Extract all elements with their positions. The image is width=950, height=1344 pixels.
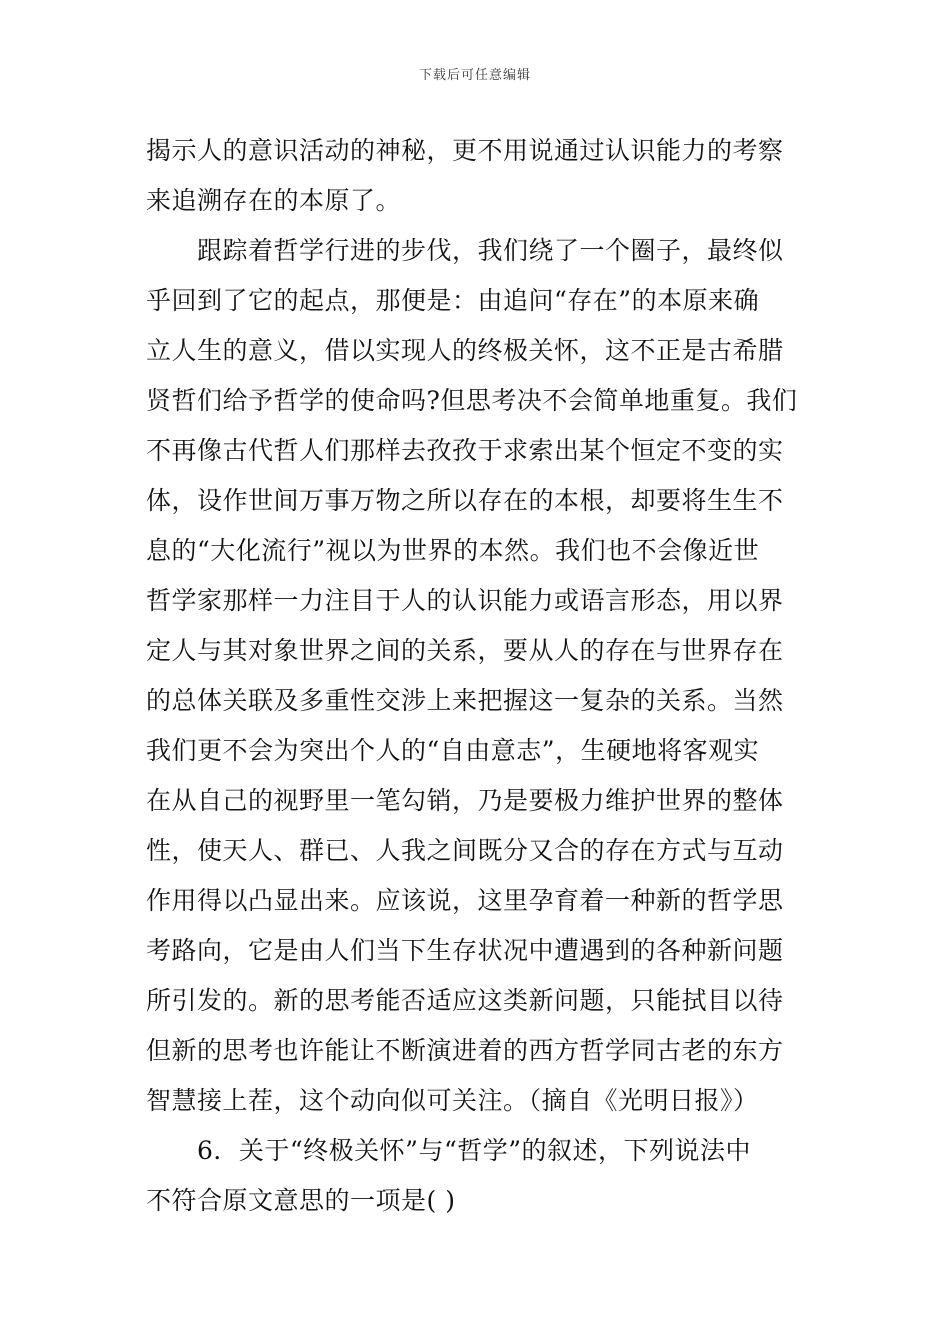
text-line: 体，设作世间万事万物之所以存在的本根，却要将生生不 <box>146 486 784 515</box>
question-line: 不符合原文意思的一项是( ) <box>146 1186 456 1215</box>
text-line: 但新的思考也许能让不断演进着的西方哲学同古老的东方 <box>146 1036 784 1065</box>
text-line: 所引发的。新的思考能否适应这类新问题，只能拭目以待 <box>146 986 784 1015</box>
text-line: 作用得以凸显出来。应该说，这里孕育着一种新的哲学思 <box>146 886 784 915</box>
text-line: 立人生的意义，借以实现人的终极关怀，这不正是古希腊 <box>146 336 784 365</box>
text-line: 性，使天人、群已、人我之间既分又合的存在方式与互动 <box>146 836 784 865</box>
article-body <box>146 126 814 1226</box>
text-line: 贤哲们给予哲学的使命吗?但思考决不会简单地重复。我们 <box>146 386 798 415</box>
text-line: 的总体关联及多重性交涉上来把握这一复杂的关系。当然 <box>146 686 784 715</box>
text-line: 跟踪着哲学行进的步伐，我们绕了一个圈子，最终似 <box>146 236 784 265</box>
text-line: 哲学家那样一力注目于人的认识能力或语言形态，用以界 <box>146 586 784 615</box>
text-line: 来追溯存在的本原了。 <box>146 186 402 215</box>
text-line: 揭示人的意识活动的神秘，更不用说通过认识能力的考察 <box>146 136 784 165</box>
text-line: 我们更不会为突出个人的“自由意志”，生硬地将客观实 <box>146 736 760 765</box>
text-line: 乎回到了它的起点，那便是：由追问“存在”的本原来确 <box>146 286 760 315</box>
text-line: 在从自己的视野里一笔勾销，乃是要极力维护世界的整体 <box>146 786 784 815</box>
text-line: 考路向，它是由人们当下生存状况中遭遇到的各种新问题 <box>146 936 784 965</box>
text-line: 智慧接上茬，这个动向似可关注。（摘自《光明日报》） <box>146 1086 759 1115</box>
header-note: 下载后可任意编辑 <box>418 68 531 83</box>
text-line: 不再像古代哲人们那样去孜孜于求索出某个恒定不变的实 <box>146 436 784 465</box>
question-line: 6．关于“终极关怀”与“哲学”的叙述，下列说法中 <box>146 1136 752 1165</box>
text-line: 定人与其对象世界之间的关系，要从人的存在与世界存在 <box>146 636 784 665</box>
text-line: 息的“大化流行”视以为世界的本然。我们也不会像近世 <box>146 536 760 565</box>
